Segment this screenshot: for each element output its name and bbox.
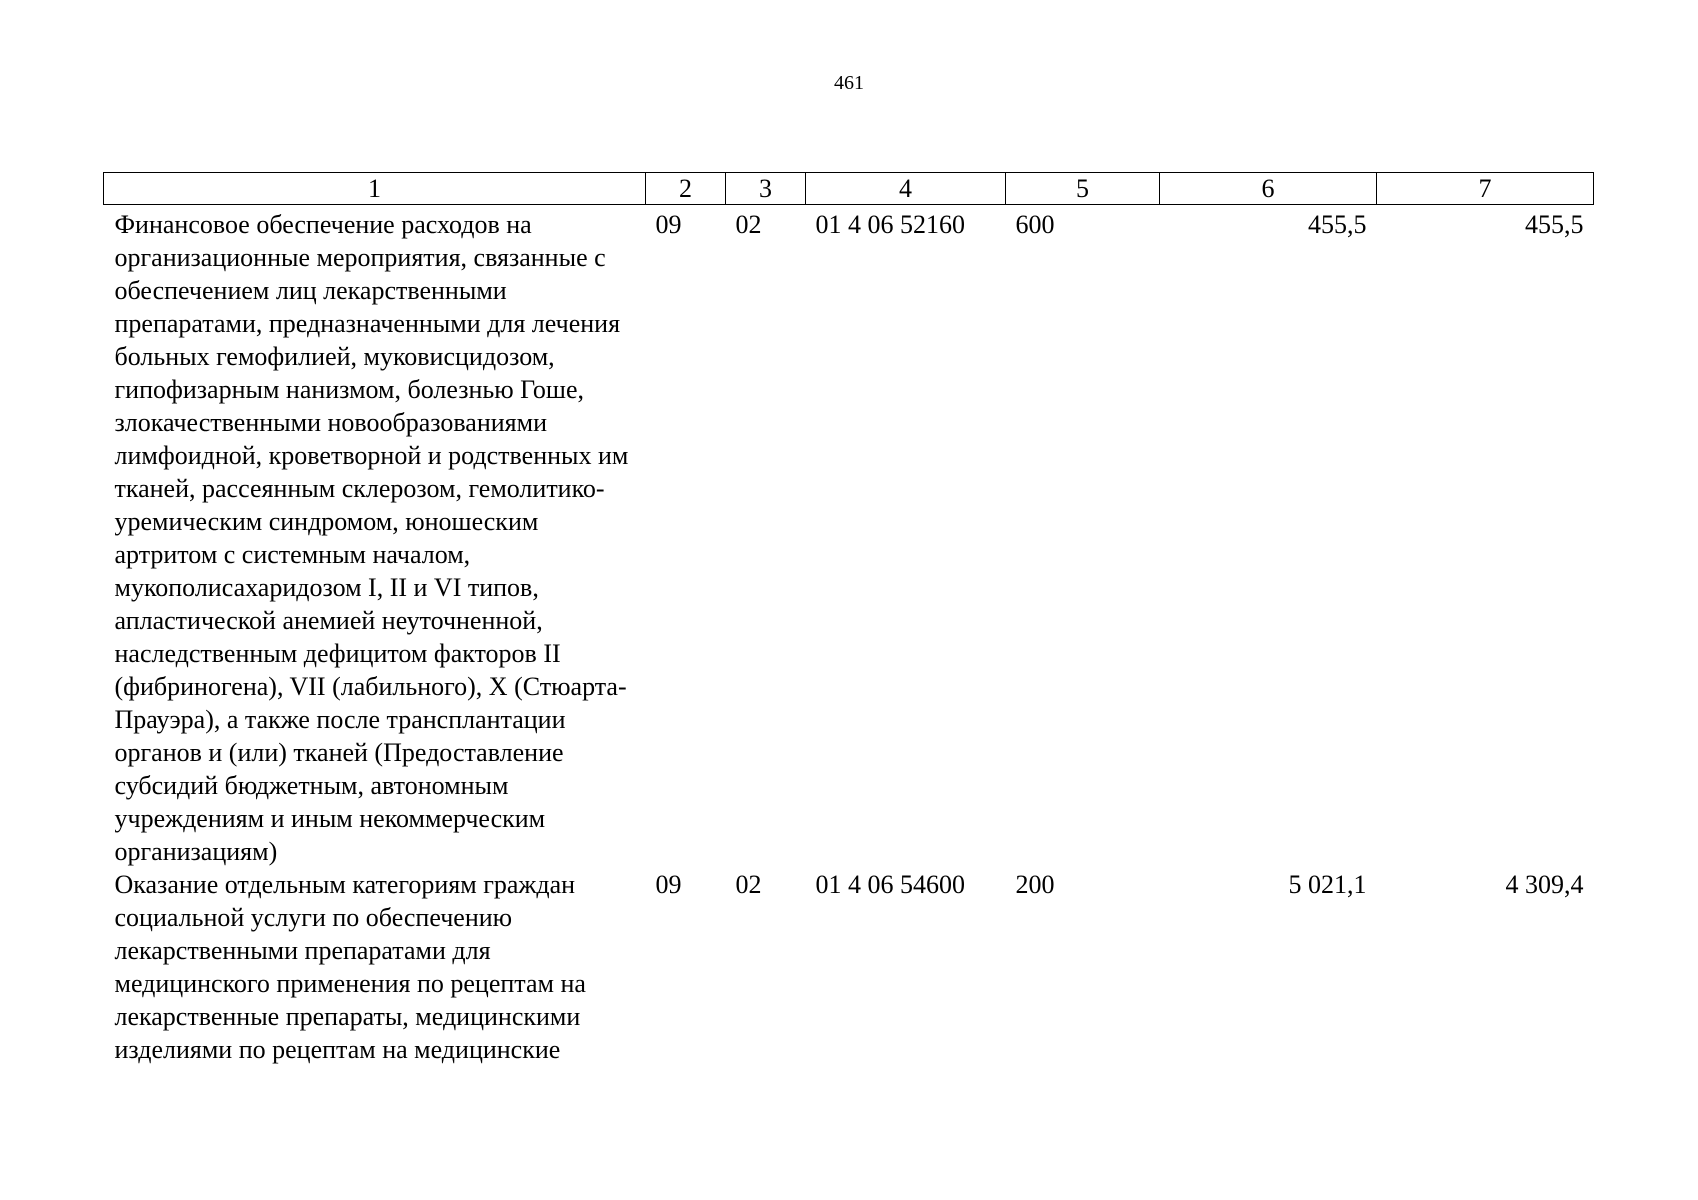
column-header: 7 [1377,173,1594,205]
target-article-code: 01 4 06 54600 [815,870,965,899]
column-header: 2 [646,173,726,205]
amount-year-2: 4 309,4 [1505,870,1584,899]
column-header: 6 [1160,173,1377,205]
subsection-code: 02 [735,210,762,239]
expense-name: Финансовое обеспечение расходов на организационные мероприятия, связанные с обеспечением лиц лекарственными препаратами, предназначенными для лечения больных гемофилией, муковисцидозом, гипофизарным нанизмом, болезнью Гоше, злокачественными новообразованиями лимфоидной, кроветворной и родственных им тканей, рассеянным склерозом, гемолитико-уремическим синдромом, юношеским артритом с системным началом, мукополисахаридозом I, II и VI типов, апластической анемией неуточненной, наследственным дефицитом факторов II (фибриногена), VII (лабильного), X (Стюарта-Прауэра), а также после трансплантации органов и (или) тканей (Предоставление субсидий бюджетным, автономным учреждениям и иным некоммерческим организациям) [114,210,629,866]
table-row [104,205,1594,869]
amount-year-1: 5 021,1 [1288,870,1367,899]
budget-table [103,172,1594,1066]
section-code: 09 [655,210,682,239]
amount-year-2: 455,5 [1525,210,1584,239]
amount-year-1: 455,5 [1308,210,1367,239]
table-row [104,868,1594,1066]
column-header: 5 [1006,173,1160,205]
table-header-row [104,173,1594,205]
section-code: 09 [655,870,682,899]
expense-type-code: 600 [1015,210,1055,239]
column-header: 1 [104,173,646,205]
expense-name: Оказание отдельным категориям граждан социальной услуги по обеспечению лекарственными препаратами для медицинского применения по рецептам на лекарственные препараты, медицинскими изделиями по рецептам на медицинские [114,870,586,1064]
expense-type-code: 200 [1015,870,1055,899]
target-article-code: 01 4 06 52160 [815,210,965,239]
subsection-code: 02 [735,870,762,899]
column-header: 4 [806,173,1006,205]
page-number: 461 [834,72,864,94]
column-header: 3 [726,173,806,205]
